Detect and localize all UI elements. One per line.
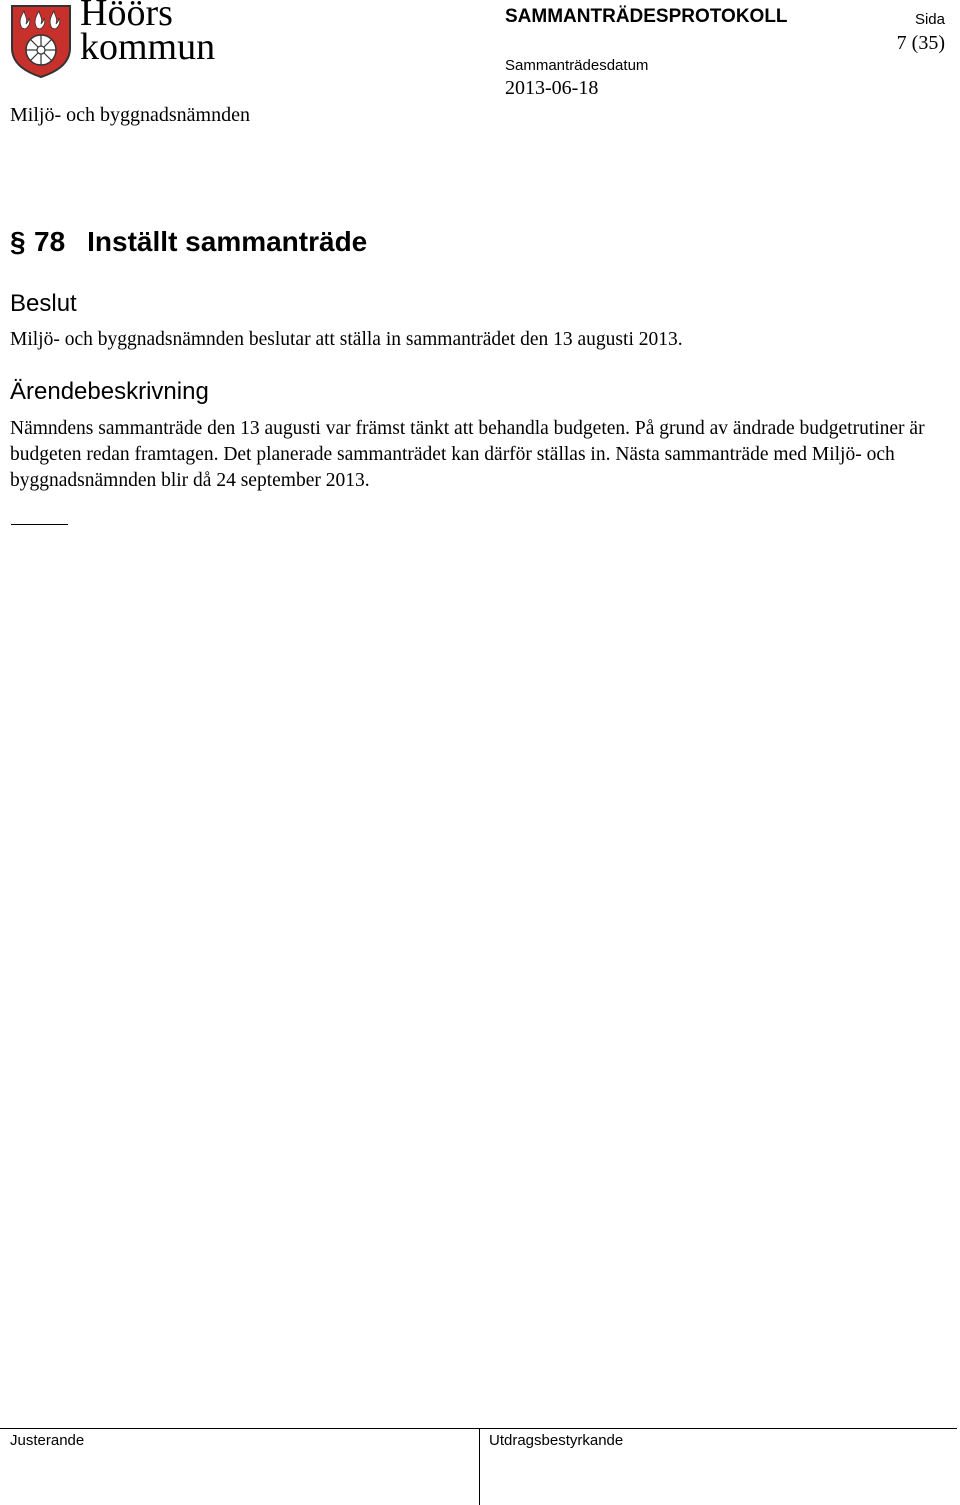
department-name: Miljö- och byggnadsnämnden <box>10 104 250 126</box>
logo-line-2: kommun <box>80 26 216 68</box>
paragraph-symbol: § <box>10 226 26 257</box>
footer-utdragsbestyrkande-label: Utdragsbestyrkande <box>489 1432 624 1449</box>
municipality-logo-text <box>80 0 216 68</box>
municipality-coat-of-arms <box>10 4 72 78</box>
footer-column-divider <box>479 1428 480 1505</box>
logo-line-1: Höörs <box>80 0 173 34</box>
description-text: Nämndens sammanträde den 13 augusti var främst tänkt att behandla budgeten. På grund av ändrade budgetrutiner är budgeten redan framtagen. Det planerade sammanträdet kan därför ställas in. Nästa sammanträde med Miljö- och byggnadsnämnden blir då 24 september 2013. <box>10 418 925 491</box>
section-title-text: Inställt sammanträde <box>87 226 368 257</box>
decision-heading: Beslut <box>10 290 77 317</box>
page-label: Sida <box>914 11 945 28</box>
meeting-date-label: Sammanträdesdatum <box>505 57 649 74</box>
document-type: SAMMANTRÄDESPROTOKOLL <box>505 6 788 27</box>
section-title <box>10 226 367 258</box>
description-heading: Ärendebeskrivning <box>10 378 209 405</box>
decision-text: Miljö- och byggnadsnämnden beslutar att ställa in sammanträdet den 13 augusti 2013. <box>10 329 683 350</box>
meeting-date: 2013-06-18 <box>505 77 599 99</box>
page-number: 7 (35) <box>896 32 945 54</box>
footer-justerande-label: Justerande <box>10 1432 85 1449</box>
section-end-rule <box>11 524 68 525</box>
section-number: 78 <box>34 226 66 257</box>
